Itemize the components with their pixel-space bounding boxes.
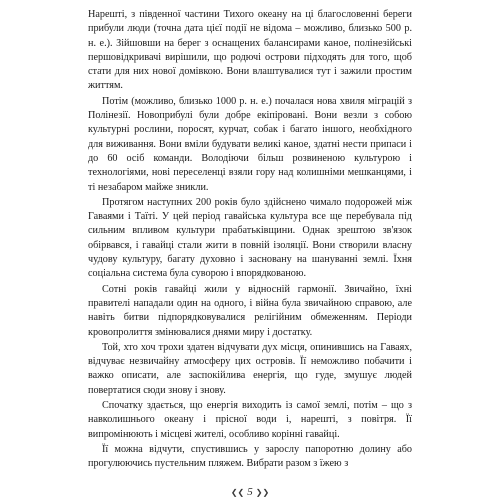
ornament-right-icon: ❯❯ — [255, 487, 270, 497]
page-number: 5 — [247, 486, 253, 498]
ornament-left-icon: ❮❮ — [230, 487, 245, 497]
paragraph-2: Потім (можливо, близько 1000 р. н. е.) почалася нова хвиля міграцій з Полінезії. Новоприбулі були добре екіпіровані. Вони везли з собою культурні рослини, поросят, курчат, собак і багато іншого, необхідного для виживання. Вони вміли будувати великі каное, здатні нести припаси і до 60 осіб команди. Володіючи більш розвиненою культурою і технологіями, нові переселенці взяли гору над колишніми мешканцями, і ті незабаром майже зникли. — [88, 95, 412, 193]
paragraph-1: Нарешті, з південної частини Тихого океану на ці благословенні береги прибули люди (точна дата цієї події не відома – можливо, близько 500 р. н. е.). Зійшовши на берег з оснащених балансирами каное, полінезійські першовідкривачі вирішили, що родючі острови підходять для того, щоб стати для них нової домівкою. Вони влаштувалися тут і зажили простим життям. — [88, 9, 412, 92]
paragraph-5: Той, хто хоч трохи здатен відчувати дух місця, опинившись на Гаваях, відчуває незвичайну атмосферу цих островів. Її неможливо побачити і важко описати, але заспокійлива енергія, що гуде, змушує людей повертатися сюди знову і знову. — [88, 341, 412, 396]
paragraph-4: Сотні років гавайці жили у відносній гармонії. Звичайно, їхні правителі нападали один на одного, і війна була звичайною справою, але навіть битви підпорядковувалися релігійним обмеженням. Періоди кровопролиття змінювалися днями миру і достатку. — [88, 283, 412, 338]
paragraph-6: Спочатку здається, що енергія виходить із самої землі, потім – що з навколишнього океану і прісної води і, нарешті, з повітря. Її випромінюють і місцеві жителі, особливо корінні гавайці. — [88, 400, 412, 440]
paragraph-7: Її можна відчути, спустившись у зарослу папоротню долину або прогулюючись пустельним пляжем. Вибрати разом з їжею з — [88, 443, 412, 470]
page-footer — [0, 486, 500, 498]
paragraph-3: Протягом наступних 200 років було здійснено чимало подорожей між Гаваями і Таїті. У цей період гавайська культура все ще перебувала під сильним впливом культури прабатьківщини. Однак зрештою зв'язок обірвався, і гавайці стали жити в повній ізоляції. Вони створили власну чудову культуру, багату духовно і засновану на шануванні землі. Їхня соціальна система була суворою і впорядкованою. — [88, 196, 412, 280]
